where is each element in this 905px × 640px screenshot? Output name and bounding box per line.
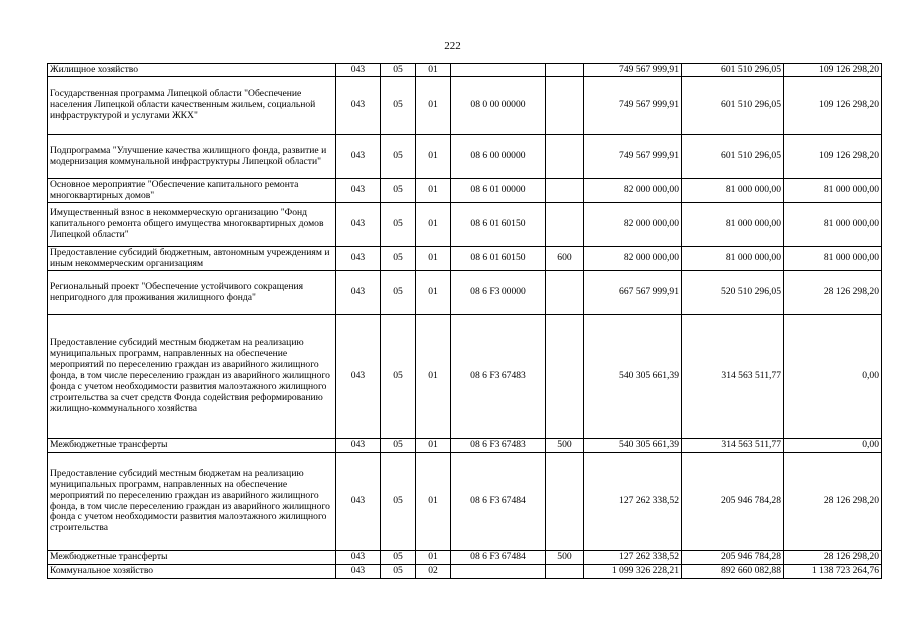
section-code: 05 — [381, 565, 416, 579]
section-code: 05 — [381, 271, 416, 315]
expense-type-code: 600 — [546, 247, 584, 271]
row-name: Государственная программа Липецкой области "Обеспечение населения Липецкой области качественным жильем, социальной инфраструктурой и услугами ЖКХ" — [48, 77, 336, 135]
target-article-code: 08 6 00 00000 — [451, 135, 546, 179]
ved-code: 043 — [336, 439, 381, 453]
amount-year-2: 81 000 000,00 — [682, 203, 784, 247]
budget-table — [47, 63, 882, 579]
section-code: 05 — [381, 551, 416, 565]
target-article-code: 08 6 F3 67484 — [451, 453, 546, 551]
amount-year-3: 81 000 000,00 — [784, 179, 882, 203]
amount-year-1: 540 305 661,39 — [584, 439, 682, 453]
table-row — [48, 551, 882, 565]
row-name: Межбюджетные трансферты — [48, 439, 336, 453]
amount-year-2: 601 510 296,05 — [682, 64, 784, 77]
subsection-code: 01 — [416, 135, 451, 179]
table-row — [48, 247, 882, 271]
expense-type-code — [546, 271, 584, 315]
section-code: 05 — [381, 453, 416, 551]
target-article-code: 08 6 F3 67484 — [451, 551, 546, 565]
ved-code: 043 — [336, 64, 381, 77]
expense-type-code — [546, 203, 584, 247]
subsection-code: 01 — [416, 453, 451, 551]
row-name: Региональный проект "Обеспечение устойчивого сокращения непригодного для проживания жилищного фонда" — [48, 271, 336, 315]
row-name: Основное мероприятие "Обеспечение капитального ремонта многоквартирных домов" — [48, 179, 336, 203]
amount-year-1: 82 000 000,00 — [584, 203, 682, 247]
page-number: 222 — [444, 40, 461, 52]
section-code: 05 — [381, 179, 416, 203]
section-code: 05 — [381, 64, 416, 77]
amount-year-1: 749 567 999,91 — [584, 64, 682, 77]
amount-year-1: 667 567 999,91 — [584, 271, 682, 315]
expense-type-code — [546, 77, 584, 135]
amount-year-2: 601 510 296,05 — [682, 77, 784, 135]
subsection-code: 01 — [416, 179, 451, 203]
expense-type-code: 500 — [546, 439, 584, 453]
ved-code: 043 — [336, 179, 381, 203]
expense-type-code — [546, 453, 584, 551]
amount-year-1: 540 305 661,39 — [584, 315, 682, 439]
ved-code: 043 — [336, 271, 381, 315]
expense-type-code — [546, 565, 584, 579]
amount-year-2: 314 563 511,77 — [682, 315, 784, 439]
ved-code: 043 — [336, 565, 381, 579]
amount-year-3: 0,00 — [784, 315, 882, 439]
amount-year-3: 81 000 000,00 — [784, 203, 882, 247]
table-row — [48, 565, 882, 579]
expense-type-code: 500 — [546, 551, 584, 565]
subsection-code: 01 — [416, 77, 451, 135]
section-code: 05 — [381, 315, 416, 439]
ved-code: 043 — [336, 315, 381, 439]
amount-year-3: 109 126 298,20 — [784, 135, 882, 179]
table-row — [48, 179, 882, 203]
ved-code: 043 — [336, 135, 381, 179]
target-article-code: 08 6 01 00000 — [451, 179, 546, 203]
row-name: Предоставление субсидий бюджетным, автономным учреждениям и иным некоммерческим организациям — [48, 247, 336, 271]
target-article-code — [451, 64, 546, 77]
target-article-code: 08 6 01 60150 — [451, 247, 546, 271]
table-row — [48, 64, 882, 77]
ved-code: 043 — [336, 453, 381, 551]
amount-year-1: 82 000 000,00 — [584, 247, 682, 271]
row-name: Подпрограмма "Улучшение качества жилищного фонда, развитие и модернизация коммунальной инфраструктуры Липецкой области" — [48, 135, 336, 179]
section-code: 05 — [381, 77, 416, 135]
amount-year-1: 749 567 999,91 — [584, 135, 682, 179]
amount-year-2: 892 660 082,88 — [682, 565, 784, 579]
table-row — [48, 315, 882, 439]
section-code: 05 — [381, 135, 416, 179]
target-article-code: 08 6 F3 67483 — [451, 439, 546, 453]
amount-year-1: 127 262 338,52 — [584, 453, 682, 551]
row-name: Коммунальное хозяйство — [48, 565, 336, 579]
expense-type-code — [546, 64, 584, 77]
amount-year-1: 1 099 326 228,21 — [584, 565, 682, 579]
ved-code: 043 — [336, 247, 381, 271]
table-row — [48, 271, 882, 315]
amount-year-3: 0,00 — [784, 439, 882, 453]
subsection-code: 01 — [416, 64, 451, 77]
amount-year-1: 127 262 338,52 — [584, 551, 682, 565]
target-article-code: 08 0 00 00000 — [451, 77, 546, 135]
table-row — [48, 439, 882, 453]
section-code: 05 — [381, 247, 416, 271]
ved-code: 043 — [336, 77, 381, 135]
amount-year-3: 109 126 298,20 — [784, 77, 882, 135]
amount-year-1: 749 567 999,91 — [584, 77, 682, 135]
amount-year-2: 314 563 511,77 — [682, 439, 784, 453]
subsection-code: 01 — [416, 203, 451, 247]
amount-year-2: 601 510 296,05 — [682, 135, 784, 179]
row-name: Предоставление субсидий местным бюджетам на реализацию муниципальных программ, направленных на обеспечение мероприятий по переселению граждан из аварийного жилищного фонда, в том числе переселению граждан из аварийного жилищного фонда с учетом необходимости развития малоэтажного жилищного строительства — [48, 453, 336, 551]
table-row — [48, 453, 882, 551]
amount-year-1: 82 000 000,00 — [584, 179, 682, 203]
target-article-code: 08 6 01 60150 — [451, 203, 546, 247]
target-article-code: 08 6 F3 00000 — [451, 271, 546, 315]
table-row — [48, 203, 882, 247]
row-name: Жилищное хозяйство — [48, 64, 336, 77]
amount-year-3: 109 126 298,20 — [784, 64, 882, 77]
subsection-code: 02 — [416, 565, 451, 579]
subsection-code: 01 — [416, 439, 451, 453]
amount-year-2: 81 000 000,00 — [682, 247, 784, 271]
amount-year-3: 28 126 298,20 — [784, 271, 882, 315]
amount-year-3: 81 000 000,00 — [784, 247, 882, 271]
row-name: Имущественный взнос в некоммерческую организацию "Фонд капитального ремонта общего имущества многоквартирных домов Липецкой области" — [48, 203, 336, 247]
subsection-code: 01 — [416, 247, 451, 271]
row-name: Межбюджетные трансферты — [48, 551, 336, 565]
expense-type-code — [546, 315, 584, 439]
amount-year-3: 1 138 723 264,76 — [784, 565, 882, 579]
table-row — [48, 135, 882, 179]
subsection-code: 01 — [416, 271, 451, 315]
ved-code: 043 — [336, 551, 381, 565]
amount-year-2: 520 510 296,05 — [682, 271, 784, 315]
subsection-code: 01 — [416, 551, 451, 565]
section-code: 05 — [381, 203, 416, 247]
target-article-code — [451, 565, 546, 579]
expense-type-code — [546, 179, 584, 203]
amount-year-3: 28 126 298,20 — [784, 453, 882, 551]
section-code: 05 — [381, 439, 416, 453]
amount-year-2: 81 000 000,00 — [682, 179, 784, 203]
amount-year-2: 205 946 784,28 — [682, 453, 784, 551]
table-row — [48, 77, 882, 135]
target-article-code: 08 6 F3 67483 — [451, 315, 546, 439]
amount-year-2: 205 946 784,28 — [682, 551, 784, 565]
ved-code: 043 — [336, 203, 381, 247]
amount-year-3: 28 126 298,20 — [784, 551, 882, 565]
row-name: Предоставление субсидий местным бюджетам на реализацию муниципальных программ, направленных на обеспечение мероприятий по переселению граждан из аварийного жилищного фонда, в том числе переселению граждан из аварийного жилищного фонда с учетом необходимости развития малоэтажного жилищного строительства за счет средств Фонда содействия реформированию жилищно-коммунального хозяйства — [48, 315, 336, 439]
subsection-code: 01 — [416, 315, 451, 439]
expense-type-code — [546, 135, 584, 179]
